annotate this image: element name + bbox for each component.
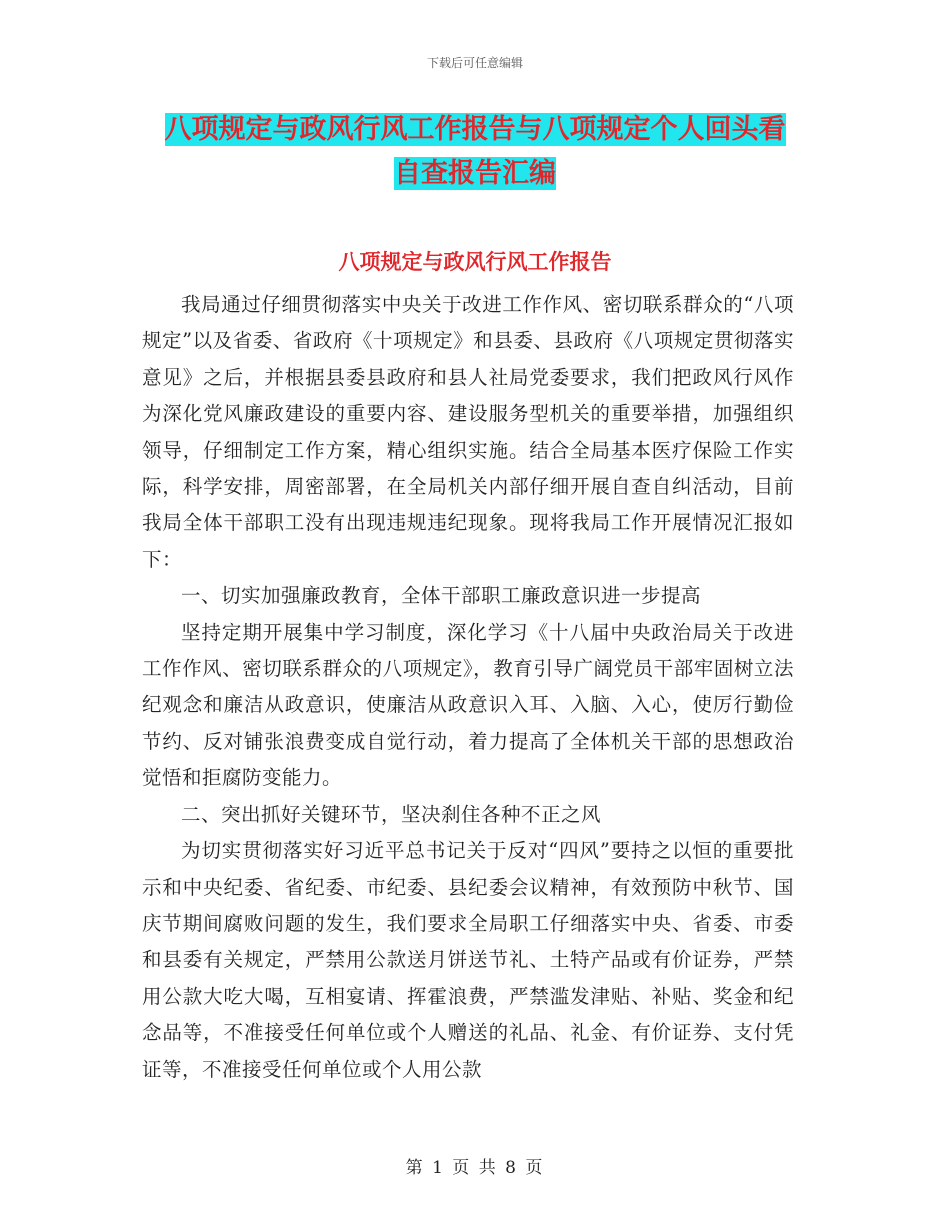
document-body xyxy=(142,287,794,1088)
heading-1: 一、切实加强廉政教育，全体干部职工廉政意识进一步提高 xyxy=(181,584,702,608)
document-title-line-2: 自查报告汇编 xyxy=(394,158,556,189)
page-number: 第 1 页 共 8 页 xyxy=(405,1158,545,1178)
heading-2: 二、突出抓好关键环节，坚决刹住各种不正之风 xyxy=(181,802,602,826)
document-title xyxy=(140,108,810,196)
paragraph-2: 为切实贯彻落实好习近平总书记关于反对“四风”要持之以恒的重要批示和中央纪委、省纪委、市纪委、县纪委会议精神，有效预防中秋节、国庆节期间腐败问题的发生，我们要求全局职工仔细落实中央、省委、市委和县委有关规定，严禁用公款送月饼送节礼、土特产品或有价证券，严禁用公款大吃大喝，互相宴请、挥霍浪费，严禁滥发津贴、补贴、奖金和纪念品等，不准接受任何单位或个人赠送的礼品、礼金、有价证券、支付凭证等，不准接受任何单位或个人用公款 xyxy=(142,839,794,1081)
header-note: 下载后可任意编辑 xyxy=(426,56,523,70)
section-title: 八项规定与政风行风工作报告 xyxy=(338,250,612,274)
paragraph-1: 坚持定期开展集中学习制度，深化学习《十八届中央政治局关于改进工作作风、密切联系群众的八项规定》，教育引导广阔党员干部牢固树立法纪观念和廉洁从政意识，使廉洁从政意识入耳、入脑、入心，使厉行勤俭节约、反对铺张浪费变成自觉行动，着力提高了全体机关干部的思想政治觉悟和拒腐防变能力。 xyxy=(142,620,794,790)
document-title-line-1: 八项规定与政风行风工作报告与八项规定个人回头看 xyxy=(164,114,786,145)
paragraph-intro: 我局通过仔细贯彻落实中央关于改进工作作风、密切联系群众的“八项规定”以及省委、省政府《十项规定》和县委、县政府《八项规定贯彻落实意见》之后，并根据县委县政府和县人社局党委要求，我们把政风行风作为深化党风廉政建设的重要内容、建设服务型机关的重要举措，加强组织领导，仔细制定工作方案，精心组织实施。结合全局基本医疗保险工作实际，科学安排，周密部署，在全局机关内部仔细开展自查自纠活动，目前我局全体干部职工没有出现违规违纪现象。现将我局工作开展情况汇报如下： xyxy=(142,293,794,571)
